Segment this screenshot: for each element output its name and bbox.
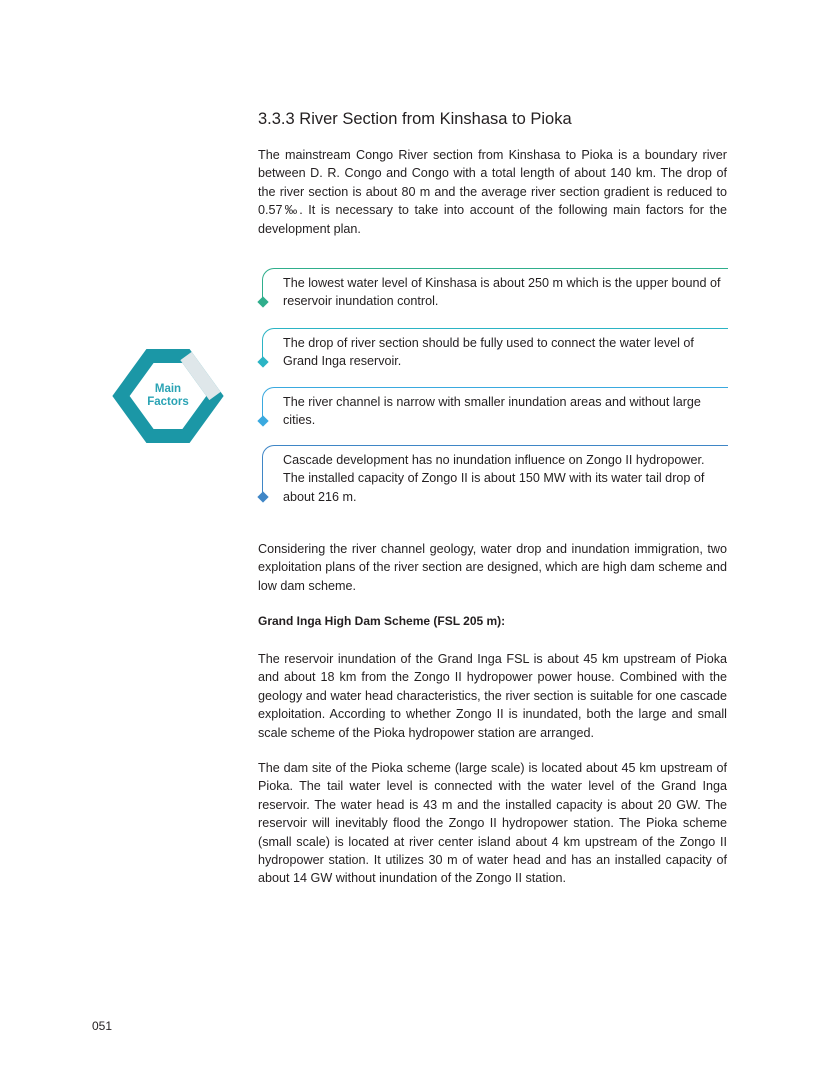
- factor-item: [262, 328, 727, 371]
- paragraph: The dam site of the Pioka scheme (large scale) is located about 45 km upstream of Pioka. The tail water level is connected with the water level of the Grand Inga reservoir. The water head is 43 m and the installed capacity is about 20 GW. The reservoir will inevitably flood the Zongo II hydropower station. The Pioka scheme (small scale) is located at river center island about 4 km upstream of the Zongo II hydropower station. It utilizes 30 m of water head and has an installed capacity of about 14 GW without inundation of the Zongo II station.: [258, 761, 727, 886]
- factor-text: The river channel is narrow with smaller inundation areas and without large cities.: [283, 395, 701, 428]
- factor-item: [262, 268, 727, 311]
- factor-text: The lowest water level of Kinshasa is about 250 m which is the upper bound of reservoir inundation control.: [283, 276, 721, 309]
- paragraph: The reservoir inundation of the Grand Inga FSL is about 45 km upstream of Pioka and about 18 km from the Zongo II hydropower power house. Combined with the geology and water head characteristics, the river section is suitable for one cascade exploitation. According to whether Zongo II is inundated, both the large and small scale scheme of the Pioka hydropower station are arranged.: [258, 652, 727, 740]
- subheading: Grand Inga High Dam Scheme (FSL 205 m):: [258, 614, 506, 628]
- hexagon-label: [138, 383, 198, 409]
- intro-paragraph: The mainstream Congo River section from Kinshasa to Pioka is a boundary river between D. R. Congo and Congo with a total length of about 140 km. The drop of the river section is about 80 m and the average river section gradient is reduced to 0.57‰. It is necessary to take into account of the following main factors for the development plan.: [258, 148, 727, 236]
- paragraph: Considering the river channel geology, water drop and inundation immigration, two exploitation plans of the river section are designed, which are high dam scheme and low dam scheme.: [258, 542, 727, 593]
- page-number: 051: [92, 1019, 113, 1033]
- factor-text: Cascade development has no inundation influence on Zongo II hydropower. The installed capacity of Zongo II is about 150 MW with its water tail drop of about 216 m.: [283, 453, 705, 504]
- factor-item: [262, 445, 727, 506]
- factor-text: The drop of river section should be fully used to connect the water level of Grand Inga reservoir.: [283, 336, 694, 369]
- label-main: Main: [154, 383, 182, 395]
- section-title: 3.3.3 River Section from Kinshasa to Pioka: [258, 110, 572, 128]
- factor-item: [262, 387, 727, 430]
- label-factors: Factors: [147, 396, 189, 408]
